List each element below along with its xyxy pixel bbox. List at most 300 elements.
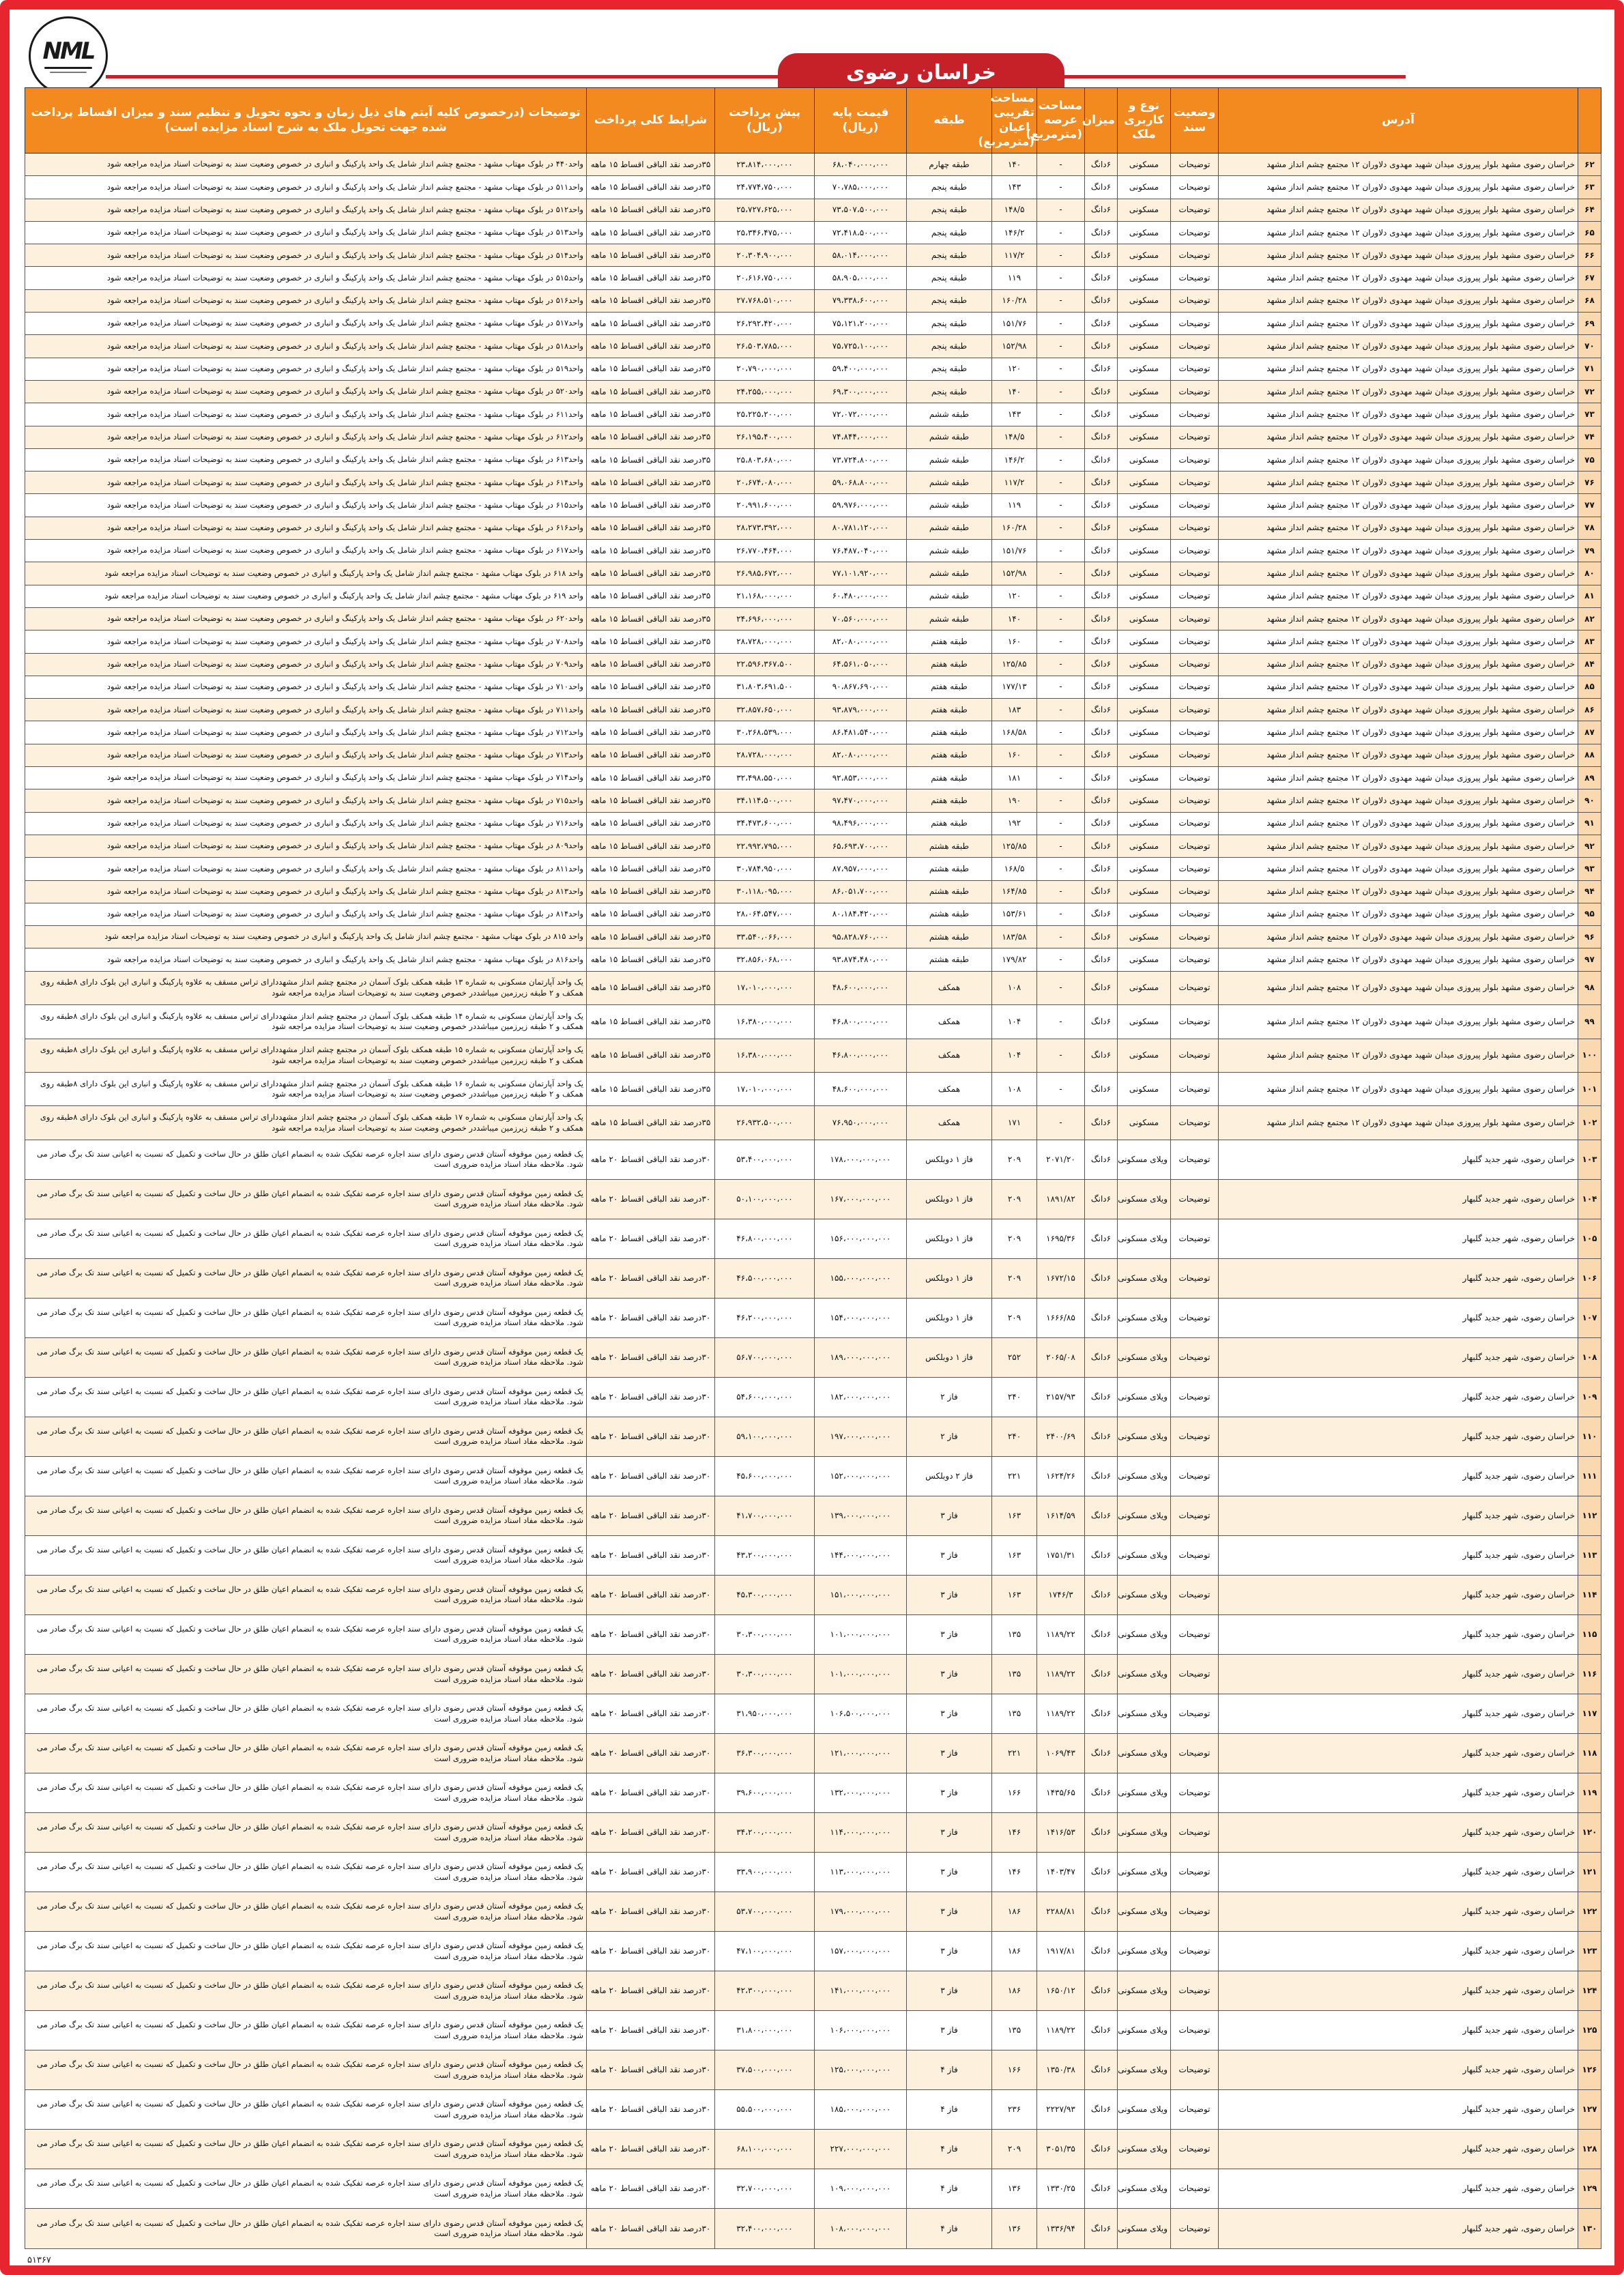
ayan-cell: ۱۸۱ [992, 767, 1037, 789]
ayan-cell: ۲۰۹ [992, 1219, 1037, 1258]
ayan-cell: ۱۱۷/۲ [992, 244, 1037, 267]
pish-cell: ۲۵،۷۲۷،۶۲۵،۰۰۰ [715, 199, 815, 221]
row-number: ۱۱۶ [1578, 1655, 1601, 1694]
pish-cell: ۳۲،۸۵۶،۰۶۸،۰۰۰ [715, 948, 815, 971]
ayan-cell: ۱۵۳/۶۱ [992, 903, 1037, 925]
tabaghe-cell: فاز ۱ دوبلکس [907, 1258, 992, 1298]
mizan-cell: ۶دانگ [1085, 1377, 1118, 1417]
pish-cell: ۴۶،۸۰۰،۰۰۰،۰۰۰ [715, 1219, 815, 1258]
karbari-cell: مسکونی [1118, 267, 1171, 289]
description-cell: واحد۶۱۵ در بلوک مهتاب مشهد - مجتمع چشم انداز شامل یک واحد پارکینگ و انباری در خصوص وضعیت سند به توضیحات اسناد مزایده مراجعه شود [25, 494, 587, 517]
price-cell: ۱۲۵،۰۰۰،۰۰۰،۰۰۰ [815, 2051, 907, 2090]
tabaghe-cell: فاز ۴ [907, 2169, 992, 2209]
mizan-cell: ۶دانگ [1085, 313, 1118, 335]
table-row [25, 789, 1601, 812]
pish-cell: ۱۶،۳۸۰،۰۰۰،۰۰۰ [715, 1005, 815, 1039]
description-cell: واحد۸۱۴ در بلوک مهتاب مشهد - مجتمع چشم انداز شامل یک واحد پارکینگ و انباری در خصوص وضعیت سند به توضیحات اسناد مزایده مراجعه شود [25, 903, 587, 925]
arse-cell: - [1037, 948, 1085, 971]
price-cell: ۵۸،۹۰۵،۰۰۰،۰۰۰ [815, 267, 907, 289]
sharayet-cell: ۳۵درصد نقد الباقی اقساط ۱۵ ماهه [587, 1005, 715, 1039]
description-cell: یک قطعه زمین موقوفه آستان قدس رضوی دارای سند اجاره عرصه تفکیک شده به انضمام اعیان طلق در حال ساخت و تکمیل که نسبت به اعیانی سند تک برگ صادر می شود. ملاحظه مفاد اسناد مزایده ضروری است [25, 1258, 587, 1298]
sanad-cell: توضیحات [1171, 244, 1219, 267]
price-cell: ۱۹۷،۰۰۰،۰۰۰،۰۰۰ [815, 1417, 907, 1456]
description-cell: واحد ۸۱۵ در بلوک مهتاب مشهد - مجتمع چشم انداز شامل یک واحد پارکینگ و انباری در خصوص وضعیت سند به توضیحات اسناد مزایده مراجعه شود [25, 926, 587, 948]
ayan-cell: ۱۸۶ [992, 1932, 1037, 1971]
pish-cell: ۳۰،۳۰۰،۰۰۰،۰۰۰ [715, 1614, 815, 1654]
mizan-cell: ۶دانگ [1085, 562, 1118, 585]
address-cell: خراسان رضوی مشهد بلوار پیروزی میدان شهید مهدوی دلاوران ۱۲ مجتمع چشم انداز مشهد [1219, 585, 1578, 607]
ayan-cell: ۲۰۹ [992, 1298, 1037, 1337]
arse-cell: ۱۳۳۶/۹۴ [1037, 2209, 1085, 2249]
address-cell: خراسان رضوی، شهر جدید گلبهار [1219, 1535, 1578, 1575]
sharayet-cell: ۳۰درصد نقد الباقی اقساط ۲۰ ماهه [587, 1496, 715, 1535]
price-cell: ۱۰۶،۵۰۰،۰۰۰،۰۰۰ [815, 1694, 907, 1734]
pish-cell: ۲۱،۱۶۸،۰۰۰،۰۰۰ [715, 585, 815, 607]
mizan-cell: ۶دانگ [1085, 244, 1118, 267]
sanad-cell: توضیحات [1171, 358, 1219, 380]
section-header [106, 53, 1615, 87]
description-cell: واحد۷۱۲ در بلوک مهتاب مشهد - مجتمع چشم انداز شامل یک واحد پارکینگ و انباری در خصوص وضعیت سند به توضیحات اسناد مزایده مراجعه شود [25, 721, 587, 744]
tabaghe-cell: طبقه پنجم [907, 380, 992, 403]
row-number: ۱۰۹ [1578, 1377, 1601, 1417]
description-cell: واحد ۶۱۹ در بلوک مهتاب مشهد - مجتمع چشم انداز شامل یک واحد پارکینگ و انباری در خصوص وضعیت سند به توضیحات اسناد مزایده مراجعه شود [25, 585, 587, 607]
price-cell: ۱۱۴،۰۰۰،۰۰۰،۰۰۰ [815, 1813, 907, 1853]
sanad-cell: توضیحات [1171, 2090, 1219, 2130]
row-number: ۶۲ [1578, 154, 1601, 176]
address-cell: خراسان رضوی مشهد بلوار پیروزی میدان شهید مهدوی دلاوران ۱۲ مجتمع چشم انداز مشهد [1219, 472, 1578, 494]
address-cell: خراسان رضوی مشهد بلوار پیروزی میدان شهید مهدوی دلاوران ۱۲ مجتمع چشم انداز مشهد [1219, 289, 1578, 312]
sanad-cell: توضیحات [1171, 1456, 1219, 1496]
karbari-cell: مسکونی [1118, 926, 1171, 948]
row-number: ۹۱ [1578, 812, 1601, 835]
description-cell: یک قطعه زمین موقوفه آستان قدس رضوی دارای سند اجاره عرصه تفکیک شده به انضمام اعیان طلق در حال ساخت و تکمیل که نسبت به اعیانی سند تک برگ صادر می شود. ملاحظه مفاد اسناد مزایده ضروری است [25, 2209, 587, 2249]
karbari-cell: مسکونی [1118, 289, 1171, 312]
sharayet-cell: ۳۵درصد نقد الباقی اقساط ۱۵ ماهه [587, 767, 715, 789]
sanad-cell: توضیحات [1171, 1298, 1219, 1337]
col-mizan: میزان [1085, 88, 1118, 154]
tabaghe-cell: فاز ۴ [907, 2209, 992, 2249]
pish-cell: ۳۲،۴۹۸،۵۵۰،۰۰۰ [715, 767, 815, 789]
price-cell: ۹۵،۸۲۸،۷۶۰،۰۰۰ [815, 926, 907, 948]
ayan-cell: ۱۵۲/۹۸ [992, 335, 1037, 358]
karbari-cell: ویلای مسکونی [1118, 1456, 1171, 1496]
ayan-cell: ۲۴۰ [992, 1417, 1037, 1456]
address-cell: خراسان رضوی مشهد بلوار پیروزی میدان شهید مهدوی دلاوران ۱۲ مجتمع چشم انداز مشهد [1219, 1039, 1578, 1072]
address-cell: خراسان رضوی، شهر جدید گلبهار [1219, 1853, 1578, 1892]
price-cell: ۶۸،۰۴۰،۰۰۰،۰۰۰ [815, 154, 907, 176]
sanad-cell: توضیحات [1171, 858, 1219, 880]
price-cell: ۱۷۸،۰۰۰،۰۰۰،۰۰۰ [815, 1140, 907, 1179]
tabaghe-cell: فاز ۱ دوبلکس [907, 1219, 992, 1258]
ayan-cell: ۱۷۷/۱۳ [992, 676, 1037, 698]
address-cell: خراسان رضوی، شهر جدید گلبهار [1219, 1258, 1578, 1298]
table-row [25, 767, 1601, 789]
row-number: ۱۲۵ [1578, 2011, 1601, 2051]
sharayet-cell: ۳۰درصد نقد الباقی اقساط ۲۰ ماهه [587, 1575, 715, 1614]
row-number: ۱۰۴ [1578, 1179, 1601, 1219]
description-cell: واحد۸۱۳ در بلوک مهتاب مشهد - مجتمع چشم انداز شامل یک واحد پارکینگ و انباری در خصوص وضعیت سند به توضیحات اسناد مزایده مراجعه شود [25, 880, 587, 903]
ayan-cell: ۱۸۳/۵۸ [992, 926, 1037, 948]
price-cell: ۱۰۹،۰۰۰،۰۰۰،۰۰۰ [815, 2169, 907, 2209]
karbari-cell: مسکونی [1118, 948, 1171, 971]
ayan-cell: ۱۶۸/۵ [992, 858, 1037, 880]
col-price: قیمت پایه (ریال) [815, 88, 907, 154]
tabaghe-cell: طبقه پنجم [907, 221, 992, 244]
tabaghe-cell: طبقه هفتم [907, 721, 992, 744]
address-cell: خراسان رضوی، شهر جدید گلبهار [1219, 1298, 1578, 1337]
description-cell: یک قطعه زمین موقوفه آستان قدس رضوی دارای سند اجاره عرصه تفکیک شده به انضمام اعیان طلق در حال ساخت و تکمیل که نسبت به اعیانی سند تک برگ صادر می شود. ملاحظه مفاد اسناد مزایده ضروری است [25, 1496, 587, 1535]
arse-cell: - [1037, 926, 1085, 948]
arse-cell: - [1037, 289, 1085, 312]
description-cell: یک واحد آپارتمان مسکونی به شماره ۱۶ طبقه همکف بلوک آسمان در مجتمع چشم انداز مشهددارای تراس مسقف به علاوه پارکینگ و انباری این بلوک دارای ۸طبقه روی همکف و ۲ طبقه زیرزمین میباشددر خصوص وضعیت سند به توضیحات اسناد مزایده مراجعه شود [25, 1072, 587, 1105]
mizan-cell: ۶دانگ [1085, 358, 1118, 380]
price-cell: ۸۲،۰۸۰،۰۰۰،۰۰۰ [815, 744, 907, 766]
arse-cell: - [1037, 789, 1085, 812]
arse-cell: ۲۱۵۷/۹۳ [1037, 1377, 1085, 1417]
mizan-cell: ۶دانگ [1085, 1535, 1118, 1575]
ayan-cell: ۱۴۳ [992, 176, 1037, 199]
row-number: ۶۶ [1578, 244, 1601, 267]
pish-cell: ۳۰،۲۶۸،۵۳۹،۰۰۰ [715, 721, 815, 744]
description-cell: واحد۸۱۶ در بلوک مهتاب مشهد - مجتمع چشم انداز شامل یک واحد پارکینگ و انباری در خصوص وضعیت سند به توضیحات اسناد مزایده مراجعه شود [25, 948, 587, 971]
sharayet-cell: ۳۰درصد نقد الباقی اقساط ۲۰ ماهه [587, 1853, 715, 1892]
ayan-cell: ۱۱۹ [992, 267, 1037, 289]
ayan-cell: ۲۰۹ [992, 2130, 1037, 2169]
arse-cell: - [1037, 380, 1085, 403]
row-number: ۱۰۳ [1578, 1140, 1601, 1179]
arse-cell: - [1037, 767, 1085, 789]
description-cell: واحد۵۱۸ در بلوک مهتاب مشهد - مجتمع چشم انداز شامل یک واحد پارکینگ و انباری در خصوص وضعیت سند به توضیحات اسناد مزایده مراجعه شود [25, 335, 587, 358]
address-cell: خراسان رضوی، شهر جدید گلبهار [1219, 1140, 1578, 1179]
tabaghe-cell: طبقه هشتم [907, 903, 992, 925]
sanad-cell: توضیحات [1171, 2051, 1219, 2090]
description-cell: یک قطعه زمین موقوفه آستان قدس رضوی دارای سند اجاره عرصه تفکیک شده به انضمام اعیان طلق در حال ساخت و تکمیل که نسبت به اعیانی سند تک برگ صادر می شود. ملاحظه مفاد اسناد مزایده ضروری است [25, 1813, 587, 1853]
karbari-cell: مسکونی [1118, 358, 1171, 380]
address-cell: خراسان رضوی مشهد بلوار پیروزی میدان شهید مهدوی دلاوران ۱۲ مجتمع چشم انداز مشهد [1219, 971, 1578, 1004]
sanad-cell: توضیحات [1171, 1072, 1219, 1105]
sharayet-cell: ۳۵درصد نقد الباقی اقساط ۱۵ ماهه [587, 903, 715, 925]
description-cell: یک قطعه زمین موقوفه آستان قدس رضوی دارای سند اجاره عرصه تفکیک شده به انضمام اعیان طلق در حال ساخت و تکمیل که نسبت به اعیانی سند تک برگ صادر می شود. ملاحظه مفاد اسناد مزایده ضروری است [25, 2011, 587, 2051]
ayan-cell: ۱۶۰ [992, 744, 1037, 766]
sharayet-cell: ۳۰درصد نقد الباقی اقساط ۲۰ ماهه [587, 1892, 715, 1932]
address-cell: خراسان رضوی مشهد بلوار پیروزی میدان شهید مهدوی دلاوران ۱۲ مجتمع چشم انداز مشهد [1219, 653, 1578, 676]
karbari-cell: ویلای مسکونی [1118, 2051, 1171, 2090]
description-cell: واحد۷۱۳ در بلوک مهتاب مشهد - مجتمع چشم انداز شامل یک واحد پارکینگ و انباری در خصوص وضعیت سند به توضیحات اسناد مزایده مراجعه شود [25, 744, 587, 766]
table-row [25, 267, 1601, 289]
price-cell: ۸۶،۰۵۱،۷۰۰،۰۰۰ [815, 880, 907, 903]
sharayet-cell: ۳۵درصد نقد الباقی اقساط ۱۵ ماهه [587, 267, 715, 289]
company-logo [29, 16, 108, 96]
tabaghe-cell: همکف [907, 971, 992, 1004]
address-cell: خراسان رضوی مشهد بلوار پیروزی میدان شهید مهدوی دلاوران ۱۲ مجتمع چشم انداز مشهد [1219, 1005, 1578, 1039]
col-radif [1578, 88, 1601, 154]
tabaghe-cell: فاز ۳ [907, 1655, 992, 1694]
mizan-cell: ۶دانگ [1085, 1179, 1118, 1219]
address-cell: خراسان رضوی مشهد بلوار پیروزی میدان شهید مهدوی دلاوران ۱۲ مجتمع چشم انداز مشهد [1219, 926, 1578, 948]
mizan-cell: ۶دانگ [1085, 903, 1118, 925]
sharayet-cell: ۳۵درصد نقد الباقی اقساط ۱۵ ماهه [587, 721, 715, 744]
arse-cell: - [1037, 585, 1085, 607]
address-cell: خراسان رضوی مشهد بلوار پیروزی میدان شهید مهدوی دلاوران ۱۲ مجتمع چشم انداز مشهد [1219, 313, 1578, 335]
price-cell: ۹۲،۸۵۳،۰۰۰،۰۰۰ [815, 767, 907, 789]
arse-cell: ۱۶۹۵/۳۶ [1037, 1219, 1085, 1258]
sanad-cell: توضیحات [1171, 1039, 1219, 1072]
table-row [25, 1535, 1601, 1575]
pish-cell: ۴۲،۳۰۰،۰۰۰،۰۰۰ [715, 1971, 815, 2011]
description-cell: یک قطعه زمین موقوفه آستان قدس رضوی دارای سند اجاره عرصه تفکیک شده به انضمام اعیان طلق در حال ساخت و تکمیل که نسبت به اعیانی سند تک برگ صادر می شود. ملاحظه مفاد اسناد مزایده ضروری است [25, 2169, 587, 2209]
price-cell: ۱۴۴،۰۰۰،۰۰۰،۰۰۰ [815, 1535, 907, 1575]
ayan-cell: ۱۸۶ [992, 1971, 1037, 2011]
price-cell: ۷۶،۹۵۰،۰۰۰،۰۰۰ [815, 1106, 907, 1140]
sharayet-cell: ۳۵درصد نقد الباقی اقساط ۱۵ ماهه [587, 676, 715, 698]
price-cell: ۸۰،۱۸۴،۴۲۰،۰۰۰ [815, 903, 907, 925]
karbari-cell: مسکونی [1118, 880, 1171, 903]
ayan-cell: ۱۴۸/۵ [992, 199, 1037, 221]
sharayet-cell: ۳۵درصد نقد الباقی اقساط ۱۵ ماهه [587, 335, 715, 358]
price-cell: ۵۹،۹۷۶،۰۰۰،۰۰۰ [815, 494, 907, 517]
karbari-cell: مسکونی [1118, 971, 1171, 1004]
row-number: ۷۵ [1578, 448, 1601, 471]
mizan-cell: ۶دانگ [1085, 1932, 1118, 1971]
col-address: آدرس [1219, 88, 1578, 154]
description-cell: یک قطعه زمین موقوفه آستان قدس رضوی دارای سند اجاره عرصه تفکیک شده به انضمام اعیان طلق در حال ساخت و تکمیل که نسبت به اعیانی سند تک برگ صادر می شود. ملاحظه مفاد اسناد مزایده ضروری است [25, 1456, 587, 1496]
tabaghe-cell: طبقه ششم [907, 607, 992, 630]
mizan-cell: ۶دانگ [1085, 2051, 1118, 2090]
price-cell: ۱۲۱،۰۰۰،۰۰۰،۰۰۰ [815, 1734, 907, 1773]
pish-cell: ۳۹،۶۰۰،۰۰۰،۰۰۰ [715, 1773, 815, 1813]
tabaghe-cell: فاز ۳ [907, 1932, 992, 1971]
sanad-cell: توضیحات [1171, 2130, 1219, 2169]
pish-cell: ۳۲،۷۰۰،۰۰۰،۰۰۰ [715, 2169, 815, 2209]
address-cell: خراسان رضوی مشهد بلوار پیروزی میدان شهید مهدوی دلاوران ۱۲ مجتمع چشم انداز مشهد [1219, 448, 1578, 471]
sharayet-cell: ۳۰درصد نقد الباقی اقساط ۲۰ ماهه [587, 1140, 715, 1179]
table-row [25, 880, 1601, 903]
address-cell: خراسان رضوی مشهد بلوار پیروزی میدان شهید مهدوی دلاوران ۱۲ مجتمع چشم انداز مشهد [1219, 699, 1578, 721]
price-cell: ۱۵۶،۰۰۰،۰۰۰،۰۰۰ [815, 1219, 907, 1258]
sharayet-cell: ۳۵درصد نقد الباقی اقساط ۱۵ ماهه [587, 1106, 715, 1140]
pish-cell: ۲۴،۷۷۴،۷۵۰،۰۰۰ [715, 176, 815, 199]
pish-cell: ۳۷،۵۰۰،۰۰۰،۰۰۰ [715, 2051, 815, 2090]
address-cell: خراسان رضوی، شهر جدید گلبهار [1219, 1417, 1578, 1456]
ayan-cell: ۱۶۰ [992, 631, 1037, 653]
sanad-cell: توضیحات [1171, 1417, 1219, 1456]
sanad-cell: توضیحات [1171, 1258, 1219, 1298]
tabaghe-cell: فاز ۱ دوبلکس [907, 1179, 992, 1219]
ayan-cell: ۱۶۳ [992, 1575, 1037, 1614]
address-cell: خراسان رضوی، شهر جدید گلبهار [1219, 1614, 1578, 1654]
karbari-cell: مسکونی [1118, 631, 1171, 653]
karbari-cell: مسکونی [1118, 335, 1171, 358]
arse-cell: ۲۲۸۸/۸۱ [1037, 1892, 1085, 1932]
header-rule [106, 75, 1406, 78]
ayan-cell: ۱۶۶ [992, 2051, 1037, 2090]
address-cell: خراسان رضوی مشهد بلوار پیروزی میدان شهید مهدوی دلاوران ۱۲ مجتمع چشم انداز مشهد [1219, 812, 1578, 835]
mizan-cell: ۶دانگ [1085, 2169, 1118, 2209]
table-row [25, 380, 1601, 403]
arse-cell: - [1037, 244, 1085, 267]
tabaghe-cell: طبقه ششم [907, 517, 992, 539]
pish-cell: ۳۳،۵۴۰،۰۶۶،۰۰۰ [715, 926, 815, 948]
karbari-cell: ویلای مسکونی [1118, 1853, 1171, 1892]
sharayet-cell: ۳۵درصد نقد الباقی اقساط ۱۵ ماهه [587, 948, 715, 971]
arse-cell: ۱۴۱۶/۵۳ [1037, 1813, 1085, 1853]
price-cell: ۷۳،۵۰۷،۵۰۰،۰۰۰ [815, 199, 907, 221]
karbari-cell: ویلای مسکونی [1118, 1496, 1171, 1535]
sanad-cell: توضیحات [1171, 403, 1219, 426]
tabaghe-cell: فاز ۳ [907, 1575, 992, 1614]
row-number: ۹۷ [1578, 948, 1601, 971]
sharayet-cell: ۳۰درصد نقد الباقی اقساط ۲۰ ماهه [587, 2209, 715, 2249]
pish-cell: ۴۵،۳۰۰،۰۰۰،۰۰۰ [715, 1575, 815, 1614]
tabaghe-cell: فاز ۴ [907, 2051, 992, 2090]
tabaghe-cell: فاز ۳ [907, 1694, 992, 1734]
row-number: ۱۱۵ [1578, 1614, 1601, 1654]
table-row [25, 1694, 1601, 1734]
karbari-cell: ویلای مسکونی [1118, 1971, 1171, 2011]
description-cell: واحد۸۱۱ در بلوک مهتاب مشهد - مجتمع چشم انداز شامل یک واحد پارکینگ و انباری در خصوص وضعیت سند به توضیحات اسناد مزایده مراجعه شود [25, 858, 587, 880]
price-cell: ۹۰،۸۶۷،۶۹۰،۰۰۰ [815, 676, 907, 698]
sanad-cell: توضیحات [1171, 835, 1219, 857]
address-cell: خراسان رضوی، شهر جدید گلبهار [1219, 1337, 1578, 1377]
mizan-cell: ۶دانگ [1085, 2209, 1118, 2249]
sharayet-cell: ۳۵درصد نقد الباقی اقساط ۱۵ ماهه [587, 926, 715, 948]
mizan-cell: ۶دانگ [1085, 1106, 1118, 1140]
arse-cell: - [1037, 858, 1085, 880]
table-row [25, 721, 1601, 744]
sharayet-cell: ۳۵درصد نقد الباقی اقساط ۱۵ ماهه [587, 1039, 715, 1072]
row-number: ۱۲۴ [1578, 1971, 1601, 2011]
description-cell: واحد۵۱۵ در بلوک مهتاب مشهد - مجتمع چشم انداز شامل یک واحد پارکینگ و انباری در خصوص وضعیت سند به توضیحات اسناد مزایده مراجعه شود [25, 267, 587, 289]
arse-cell: - [1037, 631, 1085, 653]
sharayet-cell: ۳۰درصد نقد الباقی اقساط ۲۰ ماهه [587, 1971, 715, 2011]
tabaghe-cell: فاز ۳ [907, 1535, 992, 1575]
table-row [25, 448, 1601, 471]
pish-cell: ۲۶،۱۹۵،۴۰۰،۰۰۰ [715, 426, 815, 448]
row-number: ۶۴ [1578, 199, 1601, 221]
karbari-cell: ویلای مسکونی [1118, 1298, 1171, 1337]
sharayet-cell: ۳۵درصد نقد الباقی اقساط ۱۵ ماهه [587, 540, 715, 562]
ayan-cell: ۱۵۱/۷۶ [992, 540, 1037, 562]
tabaghe-cell: فاز ۳ [907, 1813, 992, 1853]
karbari-cell: مسکونی [1118, 744, 1171, 766]
mizan-cell: ۶دانگ [1085, 607, 1118, 630]
ayan-cell: ۱۴۸/۵ [992, 426, 1037, 448]
row-number: ۱۲۸ [1578, 2130, 1601, 2169]
tabaghe-cell: طبقه هشتم [907, 835, 992, 857]
col-sanad: وضعیت سند [1171, 88, 1219, 154]
table-row [25, 335, 1601, 358]
mizan-cell: ۶دانگ [1085, 1039, 1118, 1072]
mizan-cell: ۶دانگ [1085, 971, 1118, 1004]
ayan-cell: ۲۰۹ [992, 1179, 1037, 1219]
logo-underline-2 [50, 72, 87, 73]
tabaghe-cell: همکف [907, 1106, 992, 1140]
arse-cell: - [1037, 699, 1085, 721]
sanad-cell: توضیحات [1171, 1140, 1219, 1179]
karbari-cell: مسکونی [1118, 676, 1171, 698]
karbari-cell: ویلای مسکونی [1118, 2130, 1171, 2169]
tabaghe-cell: فاز ۴ [907, 2090, 992, 2130]
description-cell: واحد۵۱۱ در بلوک مهتاب مشهد - مجتمع چشم انداز شامل یک واحد پارکینگ و انباری در خصوص وضعیت سند به توضیحات اسناد مزایده مراجعه شود [25, 176, 587, 199]
description-cell: یک قطعه زمین موقوفه آستان قدس رضوی دارای سند اجاره عرصه تفکیک شده به انضمام اعیان طلق در حال ساخت و تکمیل که نسبت به اعیانی سند تک برگ صادر می شود. ملاحظه مفاد اسناد مزایده ضروری است [25, 1773, 587, 1813]
sharayet-cell: ۳۵درصد نقد الباقی اقساط ۱۵ ماهه [587, 244, 715, 267]
tabaghe-cell: طبقه پنجم [907, 313, 992, 335]
sharayet-cell: ۳۵درصد نقد الباقی اقساط ۱۵ ماهه [587, 517, 715, 539]
description-cell: یک واحد آپارتمان مسکونی به شماره ۱۴ طبقه همکف بلوک آسمان در مجتمع چشم انداز مشهددارای تراس مسقف به علاوه پارکینگ و انباری این بلوک دارای ۸طبقه روی همکف و ۲ طبقه زیرزمین میباشددر خصوص وضعیت سند به توضیحات اسناد مزایده مراجعه شود [25, 1005, 587, 1039]
description-cell: واحد۷۰۹ در بلوک مهتاب مشهد - مجتمع چشم انداز شامل یک واحد پارکینگ و انباری در خصوص وضعیت سند به توضیحات اسناد مزایده مراجعه شود [25, 653, 587, 676]
address-cell: خراسان رضوی، شهر جدید گلبهار [1219, 2130, 1578, 2169]
pish-cell: ۳۴،۲۰۰،۰۰۰،۰۰۰ [715, 1813, 815, 1853]
mizan-cell: ۶دانگ [1085, 631, 1118, 653]
price-cell: ۷۲،۰۷۲،۰۰۰،۰۰۰ [815, 403, 907, 426]
karbari-cell: ویلای مسکونی [1118, 1932, 1171, 1971]
arse-cell: ۱۱۸۹/۲۲ [1037, 2011, 1085, 2051]
karbari-cell: ویلای مسکونی [1118, 1773, 1171, 1813]
description-cell: واحد۷۱۵ در بلوک مهتاب مشهد - مجتمع چشم انداز شامل یک واحد پارکینگ و انباری در خصوص وضعیت سند به توضیحات اسناد مزایده مراجعه شود [25, 789, 587, 812]
price-cell: ۱۰۱،۰۰۰،۰۰۰،۰۰۰ [815, 1614, 907, 1654]
address-cell: خراسان رضوی مشهد بلوار پیروزی میدان شهید مهدوی دلاوران ۱۲ مجتمع چشم انداز مشهد [1219, 335, 1578, 358]
row-number: ۸۷ [1578, 721, 1601, 744]
karbari-cell: مسکونی [1118, 199, 1171, 221]
tabaghe-cell: طبقه هفتم [907, 789, 992, 812]
mizan-cell: ۶دانگ [1085, 2130, 1118, 2169]
tabaghe-cell: فاز ۲ [907, 1417, 992, 1456]
table-row [25, 631, 1601, 653]
mizan-cell: ۶دانگ [1085, 199, 1118, 221]
table-row [25, 903, 1601, 925]
address-cell: خراسان رضوی مشهد بلوار پیروزی میدان شهید مهدوی دلاوران ۱۲ مجتمع چشم انداز مشهد [1219, 1072, 1578, 1105]
footer-code: ۵۱۳۶۷ [27, 2255, 51, 2265]
pish-cell: ۴۶،۵۰۰،۰۰۰،۰۰۰ [715, 1258, 815, 1298]
arse-cell: ۱۶۵۰/۱۲ [1037, 1971, 1085, 2011]
sharayet-cell: ۳۵درصد نقد الباقی اقساط ۱۵ ماهه [587, 562, 715, 585]
row-number: ۱۰۸ [1578, 1337, 1601, 1377]
sharayet-cell: ۳۵درصد نقد الباقی اقساط ۱۵ ماهه [587, 313, 715, 335]
description-cell: واحد۵۱۳ در بلوک مهتاب مشهد - مجتمع چشم انداز شامل یک واحد پارکینگ و انباری در خصوص وضعیت سند به توضیحات اسناد مزایده مراجعه شود [25, 221, 587, 244]
pish-cell: ۲۸،۷۲۸،۰۰۰،۰۰۰ [715, 744, 815, 766]
sharayet-cell: ۳۵درصد نقد الباقی اقساط ۱۵ ماهه [587, 653, 715, 676]
arse-cell: ۳۰۵۱/۳۵ [1037, 2130, 1085, 2169]
price-cell: ۱۰۸،۰۰۰،۰۰۰،۰۰۰ [815, 2209, 907, 2249]
arse-cell: - [1037, 313, 1085, 335]
pish-cell: ۱۶،۳۸۰،۰۰۰،۰۰۰ [715, 1039, 815, 1072]
table-body [25, 154, 1601, 2249]
tabaghe-cell: طبقه ششم [907, 426, 992, 448]
pish-cell: ۲۶،۹۸۵،۶۷۲،۰۰۰ [715, 562, 815, 585]
arse-cell: ۱۱۸۹/۲۲ [1037, 1614, 1085, 1654]
table-row [25, 1179, 1601, 1219]
sharayet-cell: ۳۰درصد نقد الباقی اقساط ۲۰ ماهه [587, 1734, 715, 1773]
row-number: ۱۱۴ [1578, 1575, 1601, 1614]
sharayet-cell: ۳۵درصد نقد الباقی اقساط ۱۵ ماهه [587, 289, 715, 312]
pish-cell: ۲۵،۳۴۶،۴۷۵،۰۰۰ [715, 221, 815, 244]
col-pish: پیش پرداخت (ریال) [715, 88, 815, 154]
row-number: ۱۱۸ [1578, 1734, 1601, 1773]
ayan-cell: ۲۵۲ [992, 1337, 1037, 1377]
sharayet-cell: ۳۵درصد نقد الباقی اقساط ۱۵ ماهه [587, 1072, 715, 1105]
sanad-cell: توضیحات [1171, 1337, 1219, 1377]
sanad-cell: توضیحات [1171, 699, 1219, 721]
karbari-cell: مسکونی [1118, 903, 1171, 925]
description-cell: واحد۵۱۶ در بلوک مهتاب مشهد - مجتمع چشم انداز شامل یک واحد پارکینگ و انباری در خصوص وضعیت سند به توضیحات اسناد مزایده مراجعه شود [25, 289, 587, 312]
arse-cell: ۲۴۰۰/۶۹ [1037, 1417, 1085, 1456]
row-number: ۱۱۹ [1578, 1773, 1601, 1813]
address-cell: خراسان رضوی مشهد بلوار پیروزی میدان شهید مهدوی دلاوران ۱۲ مجتمع چشم انداز مشهد [1219, 880, 1578, 903]
sanad-cell: توضیحات [1171, 607, 1219, 630]
pish-cell: ۱۷،۰۱۰،۰۰۰،۰۰۰ [715, 1072, 815, 1105]
sanad-cell: توضیحات [1171, 1694, 1219, 1734]
address-cell: خراسان رضوی مشهد بلوار پیروزی میدان شهید مهدوی دلاوران ۱۲ مجتمع چشم انداز مشهد [1219, 948, 1578, 971]
